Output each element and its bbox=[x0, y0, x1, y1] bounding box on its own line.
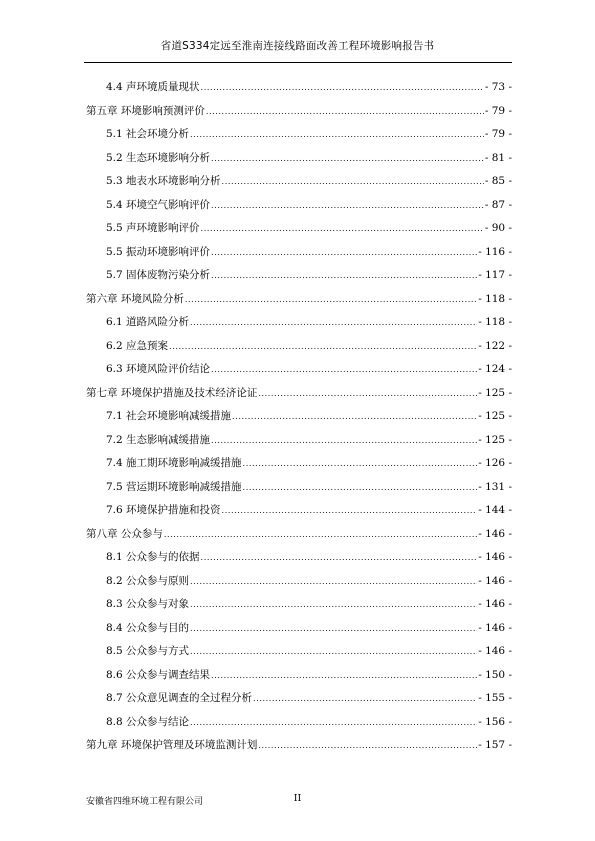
toc-dot-leader bbox=[258, 387, 477, 401]
toc-dot-leader bbox=[190, 598, 477, 612]
toc-entry[interactable] bbox=[106, 456, 512, 470]
toc-entry-title: 5.5 振动环境影响评价 bbox=[106, 245, 211, 258]
toc-entry[interactable] bbox=[106, 221, 512, 235]
toc-dot-leader bbox=[211, 434, 477, 448]
toc-dot-leader bbox=[211, 152, 484, 166]
toc-entry-title: 7.4 施工期环境影响减缓措施 bbox=[106, 457, 242, 469]
toc-entry[interactable] bbox=[106, 409, 512, 423]
toc-dot-leader bbox=[222, 175, 484, 189]
toc-entry-title: 8.6 公众参与调查结果 bbox=[106, 668, 211, 681]
toc-entry[interactable] bbox=[106, 362, 512, 376]
page-header-title: 省道S334定远至淮南连接线路面改善工程环境影响报告书 bbox=[160, 40, 435, 52]
toc-entry-page: - 146 - bbox=[478, 598, 512, 610]
toc-entry-title: 第七章 环境保护措施及技术经济论证 bbox=[86, 386, 258, 399]
toc-dot-leader bbox=[211, 363, 477, 377]
toc-entry-page: - 73 - bbox=[484, 81, 512, 93]
toc-entry-page: - 118 - bbox=[478, 292, 512, 305]
toc-entry[interactable] bbox=[106, 315, 512, 329]
toc-entry-title: 6.2 应急预案 bbox=[106, 339, 169, 352]
toc-entry[interactable] bbox=[86, 738, 512, 752]
toc-entry[interactable] bbox=[106, 480, 512, 494]
toc-entry-page: - 125 - bbox=[478, 433, 512, 446]
toc-entry-title: 5.2 生态环境影响分析 bbox=[106, 151, 211, 164]
toc-entry[interactable] bbox=[106, 668, 512, 682]
toc-dot-leader bbox=[201, 551, 478, 565]
toc-dot-leader bbox=[253, 692, 477, 706]
toc-entry[interactable] bbox=[106, 433, 512, 447]
toc-dot-leader bbox=[190, 622, 477, 636]
toc-entry[interactable] bbox=[106, 339, 512, 353]
toc-entry-page: - 85 - bbox=[484, 175, 512, 187]
toc-entry-title: 6.1 道路风险分析 bbox=[106, 316, 190, 328]
toc-entry-page: - 90 - bbox=[484, 222, 512, 234]
toc-entry-page: - 144 - bbox=[478, 504, 512, 516]
toc-entry-page: - 146 - bbox=[478, 574, 512, 587]
toc-entry-title: 7.5 营运期环境影响减缓措施 bbox=[106, 480, 242, 493]
toc-entry-page: - 87 - bbox=[484, 198, 512, 211]
toc-entry-title: 第八章 公众参与 bbox=[86, 527, 163, 540]
toc-entry-page: - 146 - bbox=[478, 551, 512, 563]
footer-page-number: II bbox=[293, 793, 302, 804]
toc-entry-page: - 146 - bbox=[478, 645, 512, 657]
toc-dot-leader bbox=[190, 128, 484, 142]
toc-entry-title: 5.4 环境空气影响评价 bbox=[106, 198, 211, 211]
header-rule bbox=[84, 62, 512, 63]
toc-dot-leader bbox=[243, 457, 478, 471]
toc-entry[interactable] bbox=[106, 597, 512, 611]
toc-dot-leader bbox=[211, 669, 477, 683]
toc-dot-leader bbox=[190, 316, 477, 330]
toc-entry-title: 8.5 公众参与方式 bbox=[106, 645, 190, 657]
toc-dot-leader bbox=[169, 340, 477, 354]
toc-entry-title: 7.6 环境保护措施和投资 bbox=[106, 504, 221, 516]
toc-entry-title: 8.4 公众参与目的 bbox=[106, 621, 190, 634]
toc-entry-page: - 81 - bbox=[484, 151, 512, 164]
toc-entry-title: 8.3 公众参与对象 bbox=[106, 598, 190, 610]
toc-dot-leader bbox=[232, 410, 477, 424]
toc-entry[interactable] bbox=[106, 691, 512, 705]
toc-entry-page: - 79 - bbox=[484, 104, 512, 117]
toc-entry-page: - 126 - bbox=[478, 457, 512, 469]
toc-dot-leader bbox=[258, 739, 477, 753]
toc-entry[interactable] bbox=[86, 527, 512, 541]
toc-dot-leader bbox=[190, 645, 477, 659]
toc-entry-page: - 125 - bbox=[478, 410, 512, 422]
toc-entry-page: - 157 - bbox=[478, 739, 512, 751]
toc-entry-page: - 155 - bbox=[478, 692, 512, 704]
toc-entry-page: - 117 - bbox=[478, 269, 512, 281]
toc-entry-page: - 146 - bbox=[478, 621, 512, 634]
toc-entry[interactable] bbox=[106, 503, 512, 517]
toc-entry[interactable] bbox=[106, 621, 512, 635]
toc-entry[interactable] bbox=[106, 550, 512, 564]
toc-entry-title: 7.2 生态影响减缓措施 bbox=[106, 433, 211, 446]
toc-entry-title: 5.7 固体废物污染分析 bbox=[106, 269, 211, 281]
toc-entry[interactable] bbox=[106, 245, 512, 259]
toc-entry[interactable] bbox=[106, 644, 512, 658]
toc-entry-page: - 116 - bbox=[478, 245, 512, 258]
toc-dot-leader bbox=[190, 575, 477, 589]
toc-dot-leader bbox=[185, 293, 477, 307]
toc-dot-leader bbox=[222, 504, 478, 518]
toc-entry[interactable] bbox=[86, 386, 512, 400]
toc-entry-page: - 124 - bbox=[478, 363, 512, 375]
toc-entry[interactable] bbox=[106, 127, 512, 141]
toc-entry-title: 8.2 公众参与原则 bbox=[106, 574, 190, 587]
toc-entry-title: 第九章 环境保护管理及环境监测计划 bbox=[86, 739, 258, 751]
toc-entry-title: 8.7 公众意见调查的全过程分析 bbox=[106, 692, 253, 704]
toc-dot-leader bbox=[211, 199, 484, 213]
toc-entry[interactable] bbox=[106, 574, 512, 588]
toc-dot-leader bbox=[164, 528, 477, 542]
toc-entry-page: - 150 - bbox=[478, 668, 512, 681]
toc-entry-page: - 122 - bbox=[478, 339, 512, 352]
toc-entry-title: 5.1 社会环境分析 bbox=[106, 128, 190, 140]
toc-entry-page: - 118 - bbox=[478, 316, 512, 328]
toc-dot-leader bbox=[211, 246, 477, 260]
toc-entry[interactable] bbox=[106, 198, 512, 212]
toc-entry-page: - 79 - bbox=[484, 128, 512, 140]
toc-dot-leader bbox=[206, 105, 484, 119]
toc-entry-page: - 131 - bbox=[478, 480, 512, 493]
toc-entry-title: 第五章 环境影响预测评价 bbox=[86, 104, 205, 117]
toc-entry-title: 第六章 环境风险分析 bbox=[86, 292, 184, 305]
toc-entry-title: 6.3 环境风险评价结论 bbox=[106, 363, 211, 375]
toc-entry[interactable] bbox=[106, 715, 512, 729]
toc-entry-title: 7.1 社会环境影响减缓措施 bbox=[106, 410, 232, 422]
toc-entry[interactable] bbox=[106, 268, 512, 282]
toc-entry-page: - 146 - bbox=[478, 527, 512, 540]
toc-entry[interactable] bbox=[106, 80, 512, 94]
toc-entry-title: 5.5 声环境影响评价 bbox=[106, 222, 200, 234]
toc-entry[interactable] bbox=[106, 151, 512, 165]
toc-entry[interactable] bbox=[86, 104, 512, 118]
toc-dot-leader bbox=[201, 222, 484, 236]
toc-entry-title: 8.1 公众参与的依据 bbox=[106, 551, 200, 563]
footer-company: 安徽省四维环境工程有限公司 bbox=[86, 797, 204, 807]
toc-entry[interactable] bbox=[106, 174, 512, 188]
toc-entry-title: 5.3 地表水环境影响分析 bbox=[106, 175, 221, 187]
toc-dot-leader bbox=[211, 269, 477, 283]
toc-entry-page: - 125 - bbox=[478, 386, 512, 399]
toc-dot-leader bbox=[243, 481, 478, 495]
toc-dot-leader bbox=[190, 716, 477, 730]
toc-entry-title: 4.4 声环境质量现状 bbox=[106, 81, 200, 93]
toc-dot-leader bbox=[201, 81, 484, 95]
toc-entry-page: - 156 - bbox=[478, 715, 512, 728]
toc-entry-title: 8.8 公众参与结论 bbox=[106, 715, 190, 728]
toc-entry[interactable] bbox=[86, 292, 512, 306]
